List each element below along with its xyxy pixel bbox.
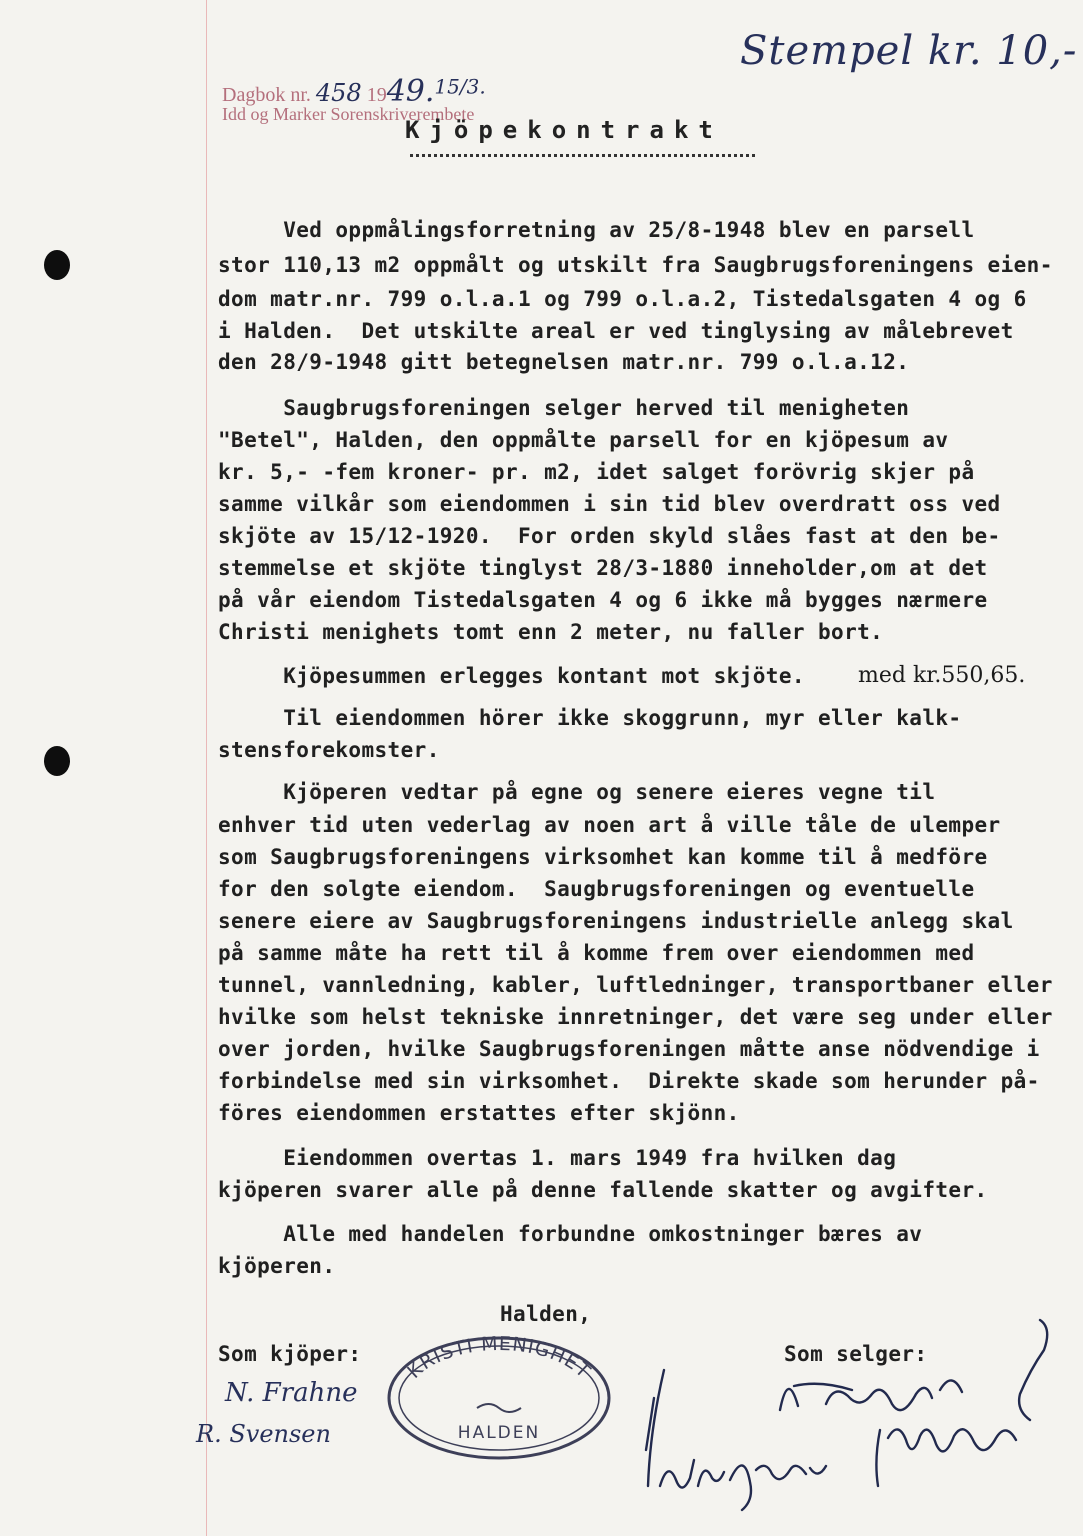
body-line: Ved oppmålingsforretning av 25/8-1948 blev en parsell <box>218 218 975 242</box>
seller-signatures <box>620 1310 1060 1536</box>
body-line: på vår eiendom Tistedalsgaten 4 og 6 ikke må bygges nærmere <box>218 588 988 612</box>
body-line: Christi menighets tomt enn 2 meter, nu faller bort. <box>218 620 884 644</box>
stamp-date: 15/3. <box>434 74 486 99</box>
body-line: "Betel", Halden, den oppmålte parsell for en kjöpesum av <box>218 428 949 452</box>
body-line: forbindelse med sin virksomhet. Direkte skade som herunder på- <box>218 1069 1040 1093</box>
body-line: stensforekomster. <box>218 738 440 762</box>
body-line: Alle med handelen forbundne omkostninger bæres av <box>218 1222 923 1246</box>
punch-hole <box>44 746 70 776</box>
body-line: senere eiere av Saugbrugsforeningens industrielle anlegg skal <box>218 909 1014 933</box>
body-line: i Halden. Det utskilte areal er ved tinglysing av målebrevet <box>218 319 1014 343</box>
body-line: på samme måte ha rett til å komme frem over eiendommen med <box>218 941 975 965</box>
body-line: Til eiendommen hörer ikke skoggrunn, myr eller kalk- <box>218 706 962 730</box>
body-line: stor 110,13 m2 oppmålt og utskilt fra Saugbrugsforeningens eien- <box>218 253 1053 277</box>
body-line: föres eiendommen erstattes efter skjönn. <box>218 1101 740 1125</box>
congregation-seal <box>385 1334 613 1462</box>
body-line: dom matr.nr. 799 o.l.a.1 og 799 o.l.a.2, Tistedalsgaten 4 og 6 <box>218 287 1027 311</box>
registry-stamp-line1: Dagbok nr. 458 1949.15/3. <box>222 74 486 109</box>
body-line: som Saugbrugsforeningens virksomhet kan komme til å medföre <box>218 845 988 869</box>
body-line: den 28/9-1948 gitt betegnelsen matr.nr. 799 o.l.a.12. <box>218 350 910 374</box>
body-line: skjöte av 15/12-1920. For orden skyld slåes fast at den be- <box>218 524 1001 548</box>
title-underline <box>410 154 755 157</box>
seal-text-top: KRISTI MENIGHET <box>403 1334 595 1383</box>
seal-text-bottom: HALDEN <box>457 1423 541 1443</box>
margin-rule <box>206 0 207 1536</box>
buyer-label: Som kjöper: <box>218 1342 362 1366</box>
stamp-fee-note: Stempel kr. 10,- <box>740 28 1078 74</box>
svg-text:KRISTI MENIGHET <box>403 1334 595 1383</box>
handwritten-addition: med kr.550,65. <box>858 663 1026 688</box>
place-line: Halden, <box>500 1302 592 1326</box>
registry-stamp-line2: Idd og Marker Sorenskriverembete <box>222 104 475 124</box>
body-line: hvilke som helst tekniske innretninger, det være seg under eller <box>218 1005 1053 1029</box>
document-title: Kjöpekontrakt <box>405 116 723 144</box>
body-line: kjöperen svarer alle på denne fallende skatter og avgifter. <box>218 1178 988 1202</box>
body-line: tunnel, vannledning, kabler, luftledninger, transportbaner eller <box>218 973 1053 997</box>
stamp-year: 49. <box>386 74 435 109</box>
stamp-number: 458 <box>315 79 362 107</box>
body-line: Kjöperen vedtar på egne og senere eieres vegne til <box>218 780 936 804</box>
body-line: Kjöpesummen erlegges kontant mot skjöte. <box>218 664 805 688</box>
body-line: samme vilkår som eiendommen i sin tid blev overdratt oss ved <box>218 492 1001 516</box>
punch-hole <box>44 250 70 280</box>
body-line: enhver tid uten vederlag av noen art å ville tåle de ulemper <box>218 813 1001 837</box>
buyer-signature-2: R. Svensen <box>196 1420 331 1448</box>
body-line: Saugbrugsforeningen selger herved til menigheten <box>218 396 910 420</box>
buyer-signature-1: N. Frahne <box>225 1378 358 1408</box>
body-line: stemmelse et skjöte tinglyst 28/3-1880 inneholder,om at det <box>218 556 988 580</box>
seller-label: Som selger: <box>784 1342 928 1366</box>
body-line: kr. 5,- -fem kroner- pr. m2, idet salget forövrig skjer på <box>218 460 975 484</box>
body-line: kjöperen. <box>218 1254 336 1278</box>
body-line: for den solgte eiendom. Saugbrugsforeningen og eventuelle <box>218 877 975 901</box>
body-line: over jorden, hvilke Saugbrugsforeningen måtte anse nödvendige i <box>218 1037 1040 1061</box>
body-line: Eiendommen overtas 1. mars 1949 fra hvilken dag <box>218 1146 897 1170</box>
